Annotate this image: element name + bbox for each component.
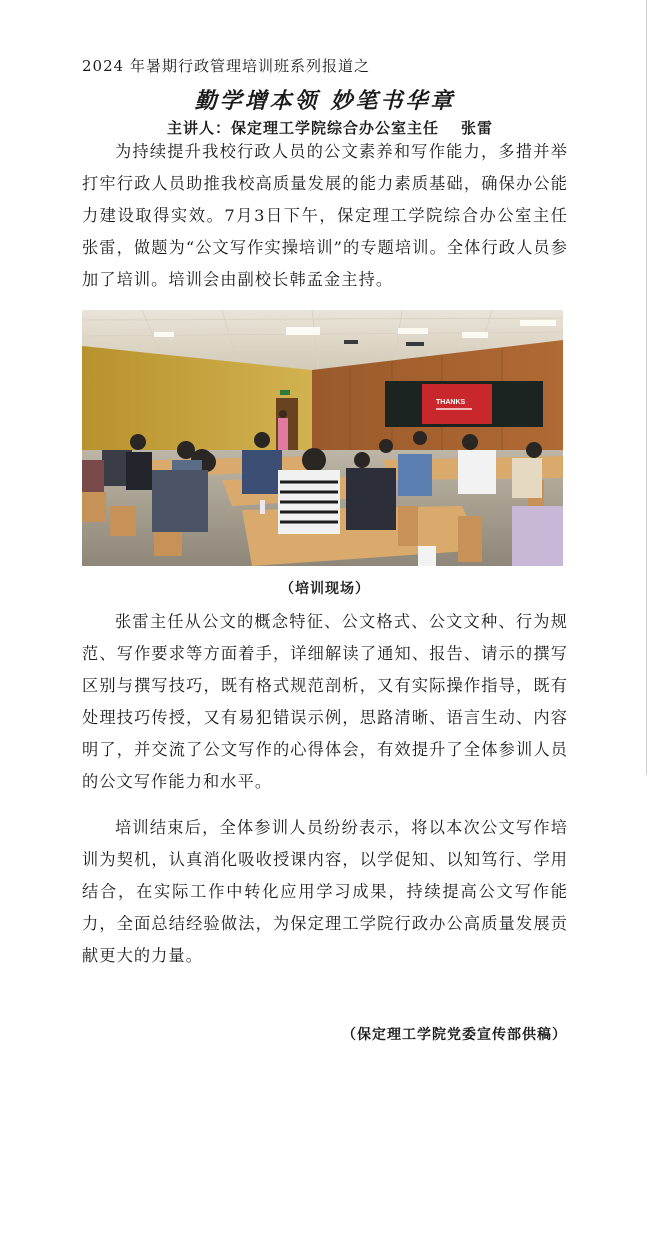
screen-thanks-text: THANKS: [436, 399, 466, 406]
speaker-line: [167, 117, 493, 138]
photo-caption: （培训现场）: [280, 581, 370, 597]
speaker-label: 主讲人：保定理工学院综合办公室主任: [167, 119, 440, 137]
paragraph-content: 张雷主任从公文的概念特征、公文格式、公文文种、行为规范、写作要求等方面着手，详细解读了通知、报告、请示的撰写区别与撰写技巧，既有格式规范剖析，又有实际操作指导，既有处理技巧传授，又有易犯错误示例，思路清晰、语言生动、内容明了，并交流了公文写作的心得体会，有效提升了全体参训人员的公文写作能力和水平。: [82, 612, 568, 791]
paragraph-conclusion: 培训结束后，全体参训人员纷纷表示，将以本次公文写作培训为契机，认真消化吸收授课内容，以学促知、以知笃行、学用结合，在实际工作中转化应用学习成果，持续提高公文写作能力，全面总结经验做法，为保定理工学院行政办公高质量发展贡献更大的力量。: [82, 818, 568, 965]
article-source: （保定理工学院党委宣传部供稿）: [342, 1027, 567, 1043]
article-headline: 勤学增本领 妙笔书华章: [194, 88, 456, 114]
series-title: 2024 年暑期行政管理培训班系列报道之: [82, 57, 370, 75]
page-edge-divider: [646, 0, 647, 775]
paragraph-intro: 为持续提升我校行政人员的公文素养和写作能力，多措并举打牢行政人员助推我校高质量发展的能力素质基础，确保办公能力建设取得实效。7月3日下午，保定理工学院综合办公室主任张雷，做题为“公文写作实操培训”的专题培训。全体行政人员参加了培训。培训会由副校长韩孟金主持。: [82, 142, 568, 289]
speaker-name: 张雷: [461, 119, 494, 137]
training-photo: [82, 310, 563, 566]
